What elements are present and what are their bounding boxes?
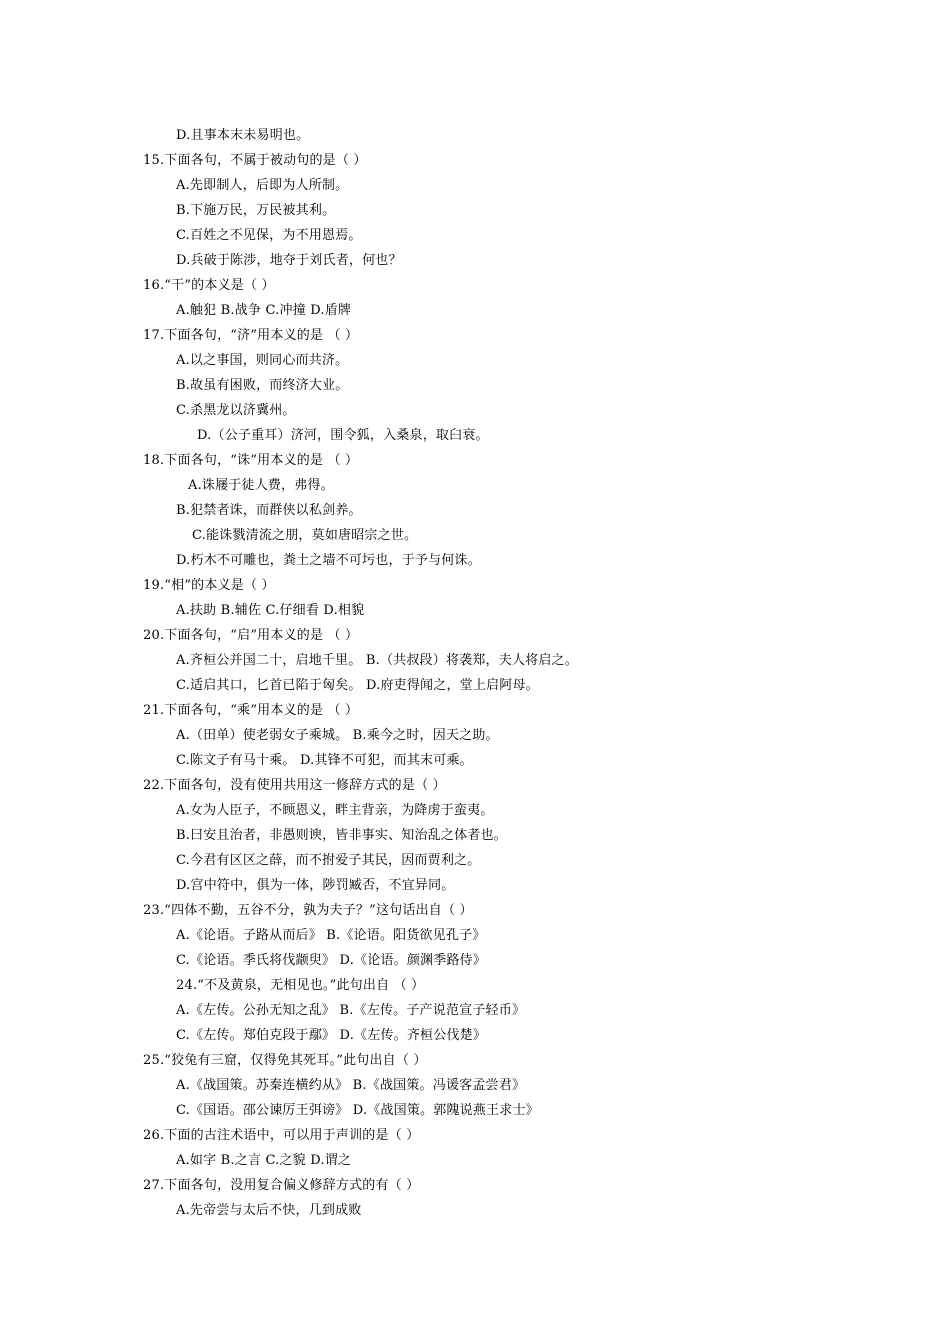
option-line: D.且事本末未易明也。 (176, 128, 310, 143)
option-line: D.（公子重耳）济河，围令狐，入桑泉，取臼衰。 (197, 428, 489, 443)
option-line: A.齐桓公并国二十，启地千里。 B.（共叔段）将袭郑，夫人将启之。 (176, 653, 578, 668)
question-line: 15.下面各句，不属于被动句的是（ ） (143, 153, 367, 168)
question-line: 26.下面的古注术语中，可以用于声训的是（ ） (143, 1128, 420, 1143)
option-line: A.（田单）使老弱女子乘城。 B.乘今之时，因天之助。 (176, 728, 499, 743)
option-line: A.扶助 B.辅佐 C.仔细看 D.相貌 (176, 603, 365, 618)
option-line: A.诛屦于徒人费，弗得。 (188, 478, 334, 493)
question-line: 25.“狡兔有三窟，仅得免其死耳。”此句出自（ ） (143, 1053, 427, 1068)
option-line: A.《论语。子路从而后》 B.《论语。阳货欲见孔子》 (176, 928, 486, 943)
option-line: A.如字 B.之言 C.之貌 D.谓之 (176, 1153, 352, 1168)
question-line: 19.“相”的本义是（ ） (143, 578, 275, 593)
option-line: C.《左传。郑伯克段于鄢》 D.《左传。齐桓公伐楚》 (176, 1028, 487, 1043)
option-line: A.先即制人，后即为人所制。 (176, 178, 349, 193)
option-line: C.能诛戮清流之朋，莫如唐昭宗之世。 (192, 528, 418, 543)
question-line: 23.“四体不勤，五谷不分，孰为夫子？”这句话出自（ ） (143, 903, 473, 918)
option-line: A.女为人臣子，不顾恩义，畔主背亲，为降虏于蛮夷。 (176, 803, 494, 818)
option-line: C.今君有区区之薛，而不拊爱子其民，因而贾利之。 (176, 853, 481, 868)
question-line: 18.下面各句，“诛”用本义的是 （ ） (143, 453, 359, 468)
option-line: A.《战国策。苏秦连横约从》 B.《战国策。冯谖客孟尝君》 (176, 1078, 526, 1093)
option-line: C.《国语。邵公谏厉王弭谤》 D.《战国策。郭隗说燕王求士》 (176, 1103, 539, 1118)
question-line: 22.下面各句，没有使用共用这一修辞方式的是（ ） (143, 778, 446, 793)
option-line: B.曰安且治者，非愚则谀，皆非事实、知治乱之体者也。 (176, 828, 507, 843)
option-line: C.《论语。季氏将伐颛臾》 D.《论语。颜渊季路侍》 (176, 953, 487, 968)
option-line: D.朽木不可雕也，粪土之墙不可圬也，于予与何诛。 (176, 553, 481, 568)
question-line: 20.下面各句，“启”用本义的是 （ ） (143, 628, 359, 643)
option-line: C.适启其口，匕首已陷于匈矣。 D.府吏得闻之，堂上启阿母。 (176, 678, 539, 693)
option-line: B.下施万民，万民被其利。 (176, 203, 336, 218)
option-line: A.先帝尝与太后不快，几到成败 (176, 1203, 362, 1218)
option-line: A.触犯 B.战争 C.冲撞 D.盾牌 (176, 303, 352, 318)
question-line: 16.“干”的本义是（ ） (143, 278, 275, 293)
question-line: 24.“不及黄泉，无相见也。”此句出自 （ ） (176, 978, 425, 993)
question-line: 21.下面各句，“乘”用本义的是 （ ） (143, 703, 359, 718)
option-line: A.《左传。公孙无知之乱》 B.《左传。子产说范宣子轻币》 (176, 1003, 526, 1018)
option-line: D.宫中符中，俱为一体，陟罚臧否，不宜异同。 (176, 878, 455, 893)
option-line: D.兵破于陈涉，地夺于刘氏者，何也？ (176, 253, 402, 268)
option-line: B.故虽有困败，而终济大业。 (176, 378, 349, 393)
question-line: 27.下面各句，没用复合偏义修辞方式的有（ ） (143, 1178, 420, 1193)
option-line: C.杀黑龙以济冀州。 (176, 403, 296, 418)
option-line: B.犯禁者诛，而群侠以私剑养。 (176, 503, 362, 518)
question-line: 17.下面各句，“济”用本义的是 （ ） (143, 328, 359, 343)
option-line: C.陈文子有马十乘。 D.其锋不可犯，而其末可乘。 (176, 753, 473, 768)
option-line: A.以之事国，则同心而共济。 (176, 353, 349, 368)
option-line: C.百姓之不见保，为不用恩焉。 (176, 228, 362, 243)
